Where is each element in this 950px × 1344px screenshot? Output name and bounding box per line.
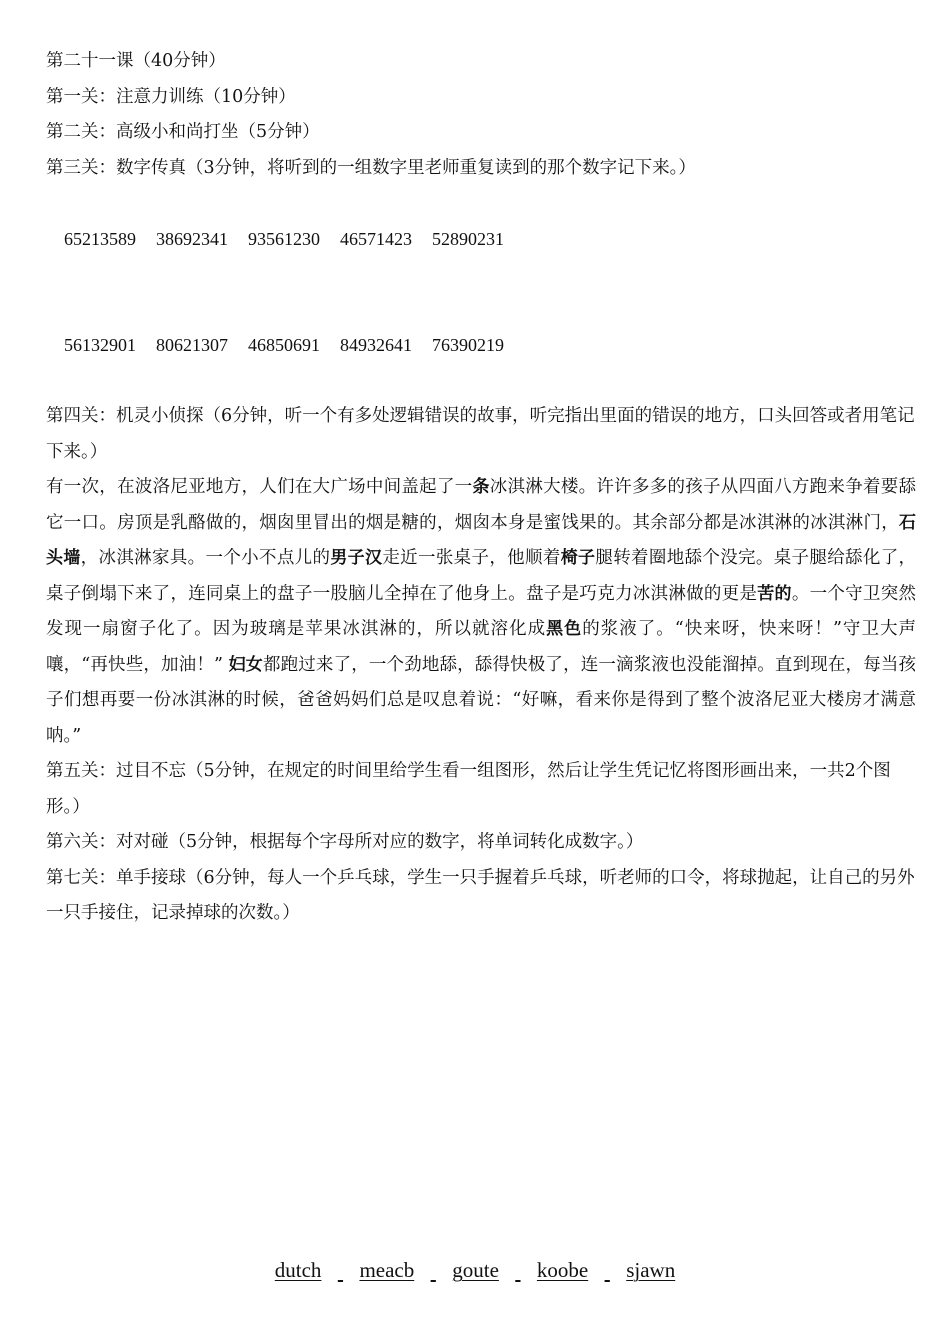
story-error-word: 椅子 [560, 548, 596, 568]
story-text: 有一次，在波洛尼亚地方，人们在大广场中间盖起了一 [46, 477, 473, 497]
number-item: 56132901 [64, 335, 136, 355]
stage-6: 第六关：对对碰（5分钟，根据每个字母所对应的数字，将单词转化成数字。） [46, 832, 644, 852]
stage-5: 第五关：过目不忘（5分钟，在规定的时间里给学生看一组图形，然后让学生凭记忆将图形画出来，一共2个图形。） [46, 761, 891, 817]
story-error-word: 苦的 [757, 583, 792, 604]
story-error-word: 黑色 [546, 619, 583, 639]
word-item: meacb [359, 1258, 415, 1282]
story-error-word: 妇女 [228, 654, 263, 675]
stage-2: 第二关：高级小和尚打坐（5分钟） [46, 122, 320, 142]
word-list-underlined [275, 1254, 675, 1286]
story-error-word: 石头墙 [46, 512, 916, 568]
stage-7: 第七关：单手接球（6分钟，每人一个乒乓球，学生一只手握着乒乓球，听老师的口令，将球抛起，让自己的另外一只手接住，记录掉球的次数。） [46, 867, 915, 923]
number-item: 84932641 [340, 335, 412, 355]
document-body [46, 44, 916, 932]
number-item: 46850691 [248, 335, 320, 355]
story-paragraph [46, 470, 916, 754]
stage-4: 第四关：机灵小侦探（6分钟，听一个有多处逻辑错误的故事，听完指出里面的错误的地方，口头回答或者用笔记下来。） [46, 406, 915, 462]
story-text: 的浆液了。“快来呀，快来呀！”守卫大声嚷，“再快些，加油！” [46, 619, 916, 675]
number-row-2 [46, 293, 916, 400]
word-item: dutch [274, 1258, 322, 1282]
number-item: 46571423 [340, 228, 412, 249]
story-text: 。一个守卫突然发现一扇窗子化了。因为玻璃是苹果冰淇淋的，所以就溶化成 [46, 583, 916, 639]
word-list [0, 1254, 950, 1286]
story-error-word: 男子汉 [330, 548, 383, 568]
story-text: 腿转着圈地舔个没完。桌子腿给舔化了，桌子倒塌下来了，连同桌上的盘子一股脑儿全掉在了他身上。盘子是巧克力冰淇淋做的更是 [46, 548, 917, 604]
stage-1: 第一关：注意力训练（10分钟） [46, 86, 296, 107]
story-text: ，冰淇淋家具。一个小不点儿的 [80, 548, 331, 568]
story-error-word: 条 [472, 477, 490, 497]
story-text: 都跑过来了，一个劲地舔，舔得快极了，连一滴浆液也没能溜掉。直到现在，每当孩子们想再要一份冰淇淋的时候，爸爸妈妈们总是叹息着说：“好嘛，看来你是得到了整个波洛尼亚大楼房才满意呐。” [46, 654, 916, 746]
word-item: koobe [536, 1258, 589, 1282]
number-item: 65213589 [64, 228, 136, 249]
word-item: goute [452, 1258, 499, 1282]
story-text: 走近一张桌子，他顺着 [382, 548, 561, 568]
story-text: 冰淇淋大楼。许许多多的孩子从四面八方跑来争着要舔它一口。房顶是乳酪做的，烟囱里冒出的烟是糖的，烟囱本身是蜜饯果的。其余部分都是冰淇淋的冰淇淋门， [46, 477, 917, 533]
stage-3: 第三关：数字传真（3分钟，将听到的一组数字里老师重复读到的那个数字记下来。） [46, 157, 696, 178]
number-item: 93561230 [248, 228, 320, 249]
lesson-title: 第二十一课（40分钟） [46, 51, 226, 71]
number-item: 38692341 [156, 228, 228, 249]
word-item: sjawn [626, 1258, 676, 1282]
number-item: 52890231 [432, 228, 504, 249]
number-row-1 [46, 186, 916, 293]
number-item: 76390219 [432, 335, 504, 355]
number-item: 80621307 [156, 335, 228, 355]
